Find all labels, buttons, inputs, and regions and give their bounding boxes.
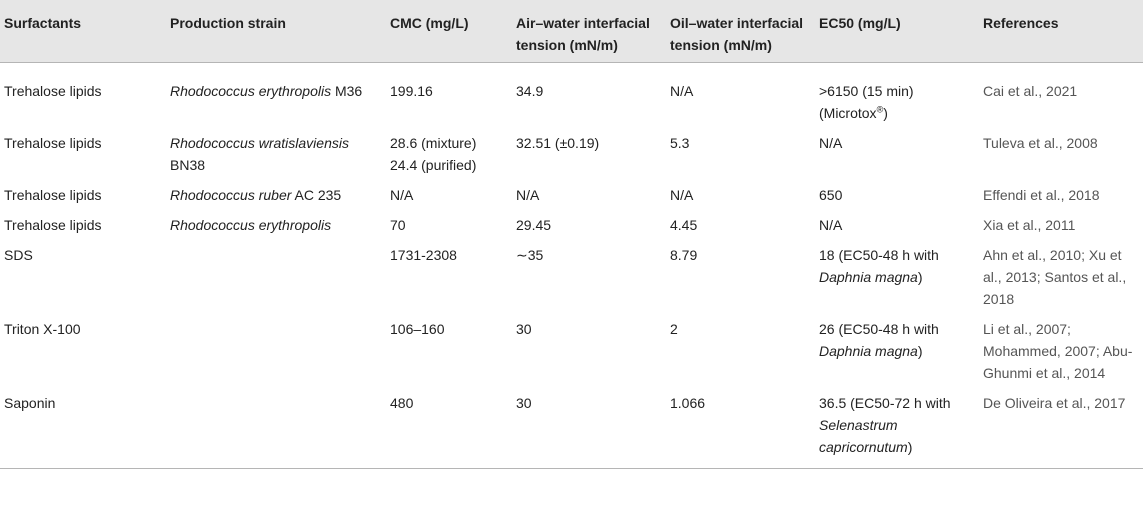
cell-strain (166, 63, 386, 133)
cell-ec50 (815, 392, 979, 469)
cell-surfactant: Trehalose lipids (4, 83, 102, 99)
header-production-strain: Production strain (166, 0, 386, 63)
cell-cmc: 106–160 (390, 321, 445, 337)
cell-air-water: 30 (516, 321, 532, 337)
cell-ec50 (815, 244, 979, 318)
cell-strain (166, 318, 386, 392)
table-row (0, 132, 1143, 184)
cell-cmc: N/A (390, 187, 414, 203)
ec50-end: ) (917, 269, 923, 285)
cell-oil-water: 8.79 (670, 247, 698, 263)
cell-cmc (386, 132, 512, 184)
cell-references: Cai et al., 2021 (983, 83, 1078, 99)
table-row (0, 318, 1143, 392)
cell-strain (166, 132, 386, 184)
cell-strain (166, 184, 386, 214)
ec50-text: 26 (EC50-48 h with (819, 321, 939, 337)
cell-cmc: 199.16 (390, 83, 433, 99)
header-ec50: EC50 (mg/L) (815, 0, 979, 63)
header-references: References (979, 0, 1143, 63)
cell-strain (166, 244, 386, 318)
table-row (0, 214, 1143, 244)
strain-suffix: AC 235 (291, 187, 342, 203)
cell-oil-water: 2 (670, 321, 678, 337)
cell-oil-water: 4.45 (670, 217, 698, 233)
strain-name: Rhodococcus erythropolis (170, 217, 332, 233)
table-row (0, 184, 1143, 214)
cell-surfactant: Saponin (0, 392, 166, 469)
cell-references: Li et al., 2007; Mohammed, 2007; Abu-Ghunmi et al., 2014 (983, 321, 1133, 381)
cell-air-water: N/A (516, 187, 540, 203)
ec50-end: ) (883, 105, 888, 121)
cell-oil-water: 5.3 (670, 135, 690, 151)
cell-oil-water: N/A (670, 187, 694, 203)
cell-oil-water: N/A (670, 83, 694, 99)
table-row (0, 244, 1143, 318)
ec50-text: 18 (EC50-48 h with (819, 247, 939, 263)
cmc-mixture: 28.6 (mixture) (390, 135, 477, 151)
cell-strain (166, 214, 386, 244)
cell-surfactant: Trehalose lipids (4, 217, 102, 233)
cell-surfactant: SDS (4, 247, 33, 263)
cell-surfactant: Trehalose lipids (4, 187, 102, 203)
cell-air-water: ∼35 (516, 247, 544, 263)
cell-ec50 (815, 318, 979, 392)
cell-strain (166, 392, 386, 469)
strain-name: Rhodococcus wratislaviensis (170, 135, 349, 151)
cell-ec50 (815, 63, 979, 133)
header-surfactants: Surfactants (0, 0, 166, 63)
cmc-purified: 24.4 (purified) (390, 157, 477, 173)
strain-name: Rhodococcus erythropolis (170, 83, 332, 99)
cell-ec50: N/A (819, 217, 843, 233)
cell-oil-water: 1.066 (666, 392, 815, 469)
table-row (0, 63, 1143, 133)
cell-ec50: 650 (819, 187, 843, 203)
strain-suffix: M36 (331, 83, 363, 99)
ec50-organism: Selenastrum capricornutum (819, 417, 908, 455)
ec50-text: >6150 (15 min) (Microtox (819, 83, 914, 121)
cell-references: Ahn et al., 2010; Xu et al., 2013; Santos et al., 2018 (983, 247, 1127, 307)
cell-cmc: 70 (390, 217, 406, 233)
cell-air-water: 29.45 (516, 217, 552, 233)
cell-references: Xia et al., 2011 (983, 217, 1076, 233)
cell-cmc: 480 (386, 392, 512, 469)
table-header-row (0, 0, 1143, 63)
strain-name: Rhodococcus ruber (170, 187, 292, 203)
cell-references: Tuleva et al., 2008 (983, 135, 1098, 151)
header-cmc: CMC (mg/L) (386, 0, 512, 63)
cell-surfactant: Triton X-100 (4, 321, 81, 337)
header-air-water-tension: Air–water interfacial tension (mN/m) (512, 0, 666, 63)
cell-cmc: 1731-2308 (390, 247, 457, 263)
registered-mark: ® (876, 104, 884, 115)
cell-references: Effendi et al., 2018 (983, 187, 1100, 203)
table-row (0, 392, 1143, 469)
strain-suffix: BN38 (170, 157, 206, 173)
ec50-end: ) (917, 343, 923, 359)
cell-air-water: 30 (512, 392, 666, 469)
cell-surfactant: Trehalose lipids (4, 135, 102, 151)
ec50-organism: Daphnia magna (819, 343, 918, 359)
ec50-text: 36.5 (EC50-72 h with (819, 395, 951, 411)
cell-references: De Oliveira et al., 2017 (979, 392, 1143, 469)
cell-ec50: N/A (819, 135, 843, 151)
cell-air-water: 32.51 (±0.19) (516, 135, 600, 151)
ec50-organism: Daphnia magna (819, 269, 918, 285)
cell-air-water: 34.9 (516, 83, 544, 99)
ec50-end: ) (907, 439, 913, 455)
header-oil-water-tension: Oil–water interfacial tension (mN/m) (666, 0, 815, 63)
